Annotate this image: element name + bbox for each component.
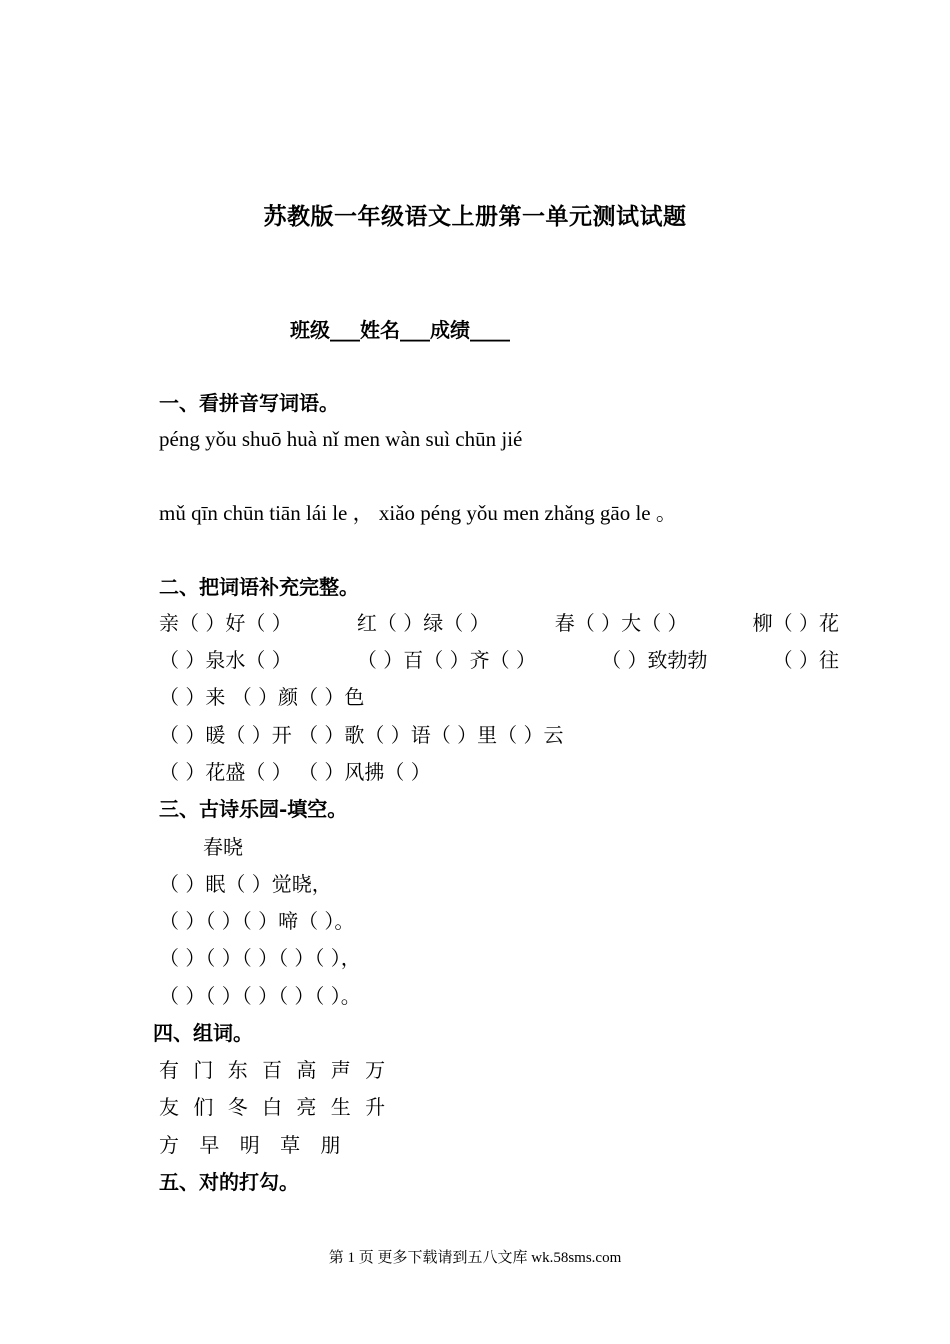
fill-row-5: （ ）花盛（ ） （ ）风拂（ ） [159, 760, 431, 784]
poem-line-4: （ ）（ ）（ ）（ ）（ ）。 [159, 984, 361, 1008]
fill-item: （ ）致勃勃 [601, 648, 708, 672]
section-3-heading: 三、古诗乐园-填空。 [159, 797, 348, 821]
student-info-line: 班级___姓名___成绩____ [290, 318, 510, 342]
page-title: 苏教版一年级语文上册第一单元测试试题 [263, 203, 687, 230]
page-footer: 第 1 页 更多下载请到五八文库 wk.58sms.com [328, 1250, 622, 1266]
fill-row-3: （ ）来 （ ）颜（ ）色 [159, 685, 365, 709]
section-4-heading: 四、组词。 [153, 1021, 253, 1045]
word-row-2: 友 们 冬 白 亮 生 升 [159, 1095, 386, 1119]
pinyin-line-2: mǔ qīn chūn tiān lái le ， xiǎo péng yǒu men zhǎng gāo le 。 [159, 501, 677, 525]
fill-item: （ ）百（ ）齐（ ） [356, 648, 536, 672]
fill-item: （ ）往 [772, 648, 839, 672]
fill-row-2 [159, 647, 839, 673]
fill-row-1 [159, 610, 839, 636]
poem-line-2: （ ）（ ）（ ）啼（ ）。 [159, 909, 355, 933]
word-row-1: 有 门 东 百 高 声 万 [159, 1058, 386, 1082]
poem-line-3: （ ）（ ）（ ）（ ）（ ）， [159, 946, 361, 970]
poem-line-1: （ ）眠（ ）觉晓， [159, 872, 332, 896]
section-2-heading: 二、把词语补充完整。 [159, 575, 359, 599]
fill-item: 春（ ）大（ ） [554, 611, 688, 635]
fill-item: 红（ ）绿（ ） [356, 611, 490, 635]
fill-item: 亲（ ）好（ ） [159, 611, 292, 635]
pinyin-line-1: péng yǒu shuō huà nǐ men wàn suì chūn jié [159, 427, 523, 451]
fill-row-4: （ ）暖（ ）开 （ ）歌（ ）语（ ）里（ ）云 [159, 723, 564, 747]
fill-item: 柳（ ）花 [752, 611, 839, 635]
fill-item: （ ）泉水（ ） [159, 648, 292, 672]
word-row-3: 方 早 明 草 朋 [159, 1133, 341, 1157]
poem-title: 春晓 [203, 835, 243, 859]
section-1-heading: 一、看拼音写词语。 [159, 391, 339, 415]
section-5-heading: 五、对的打勾。 [159, 1170, 299, 1194]
